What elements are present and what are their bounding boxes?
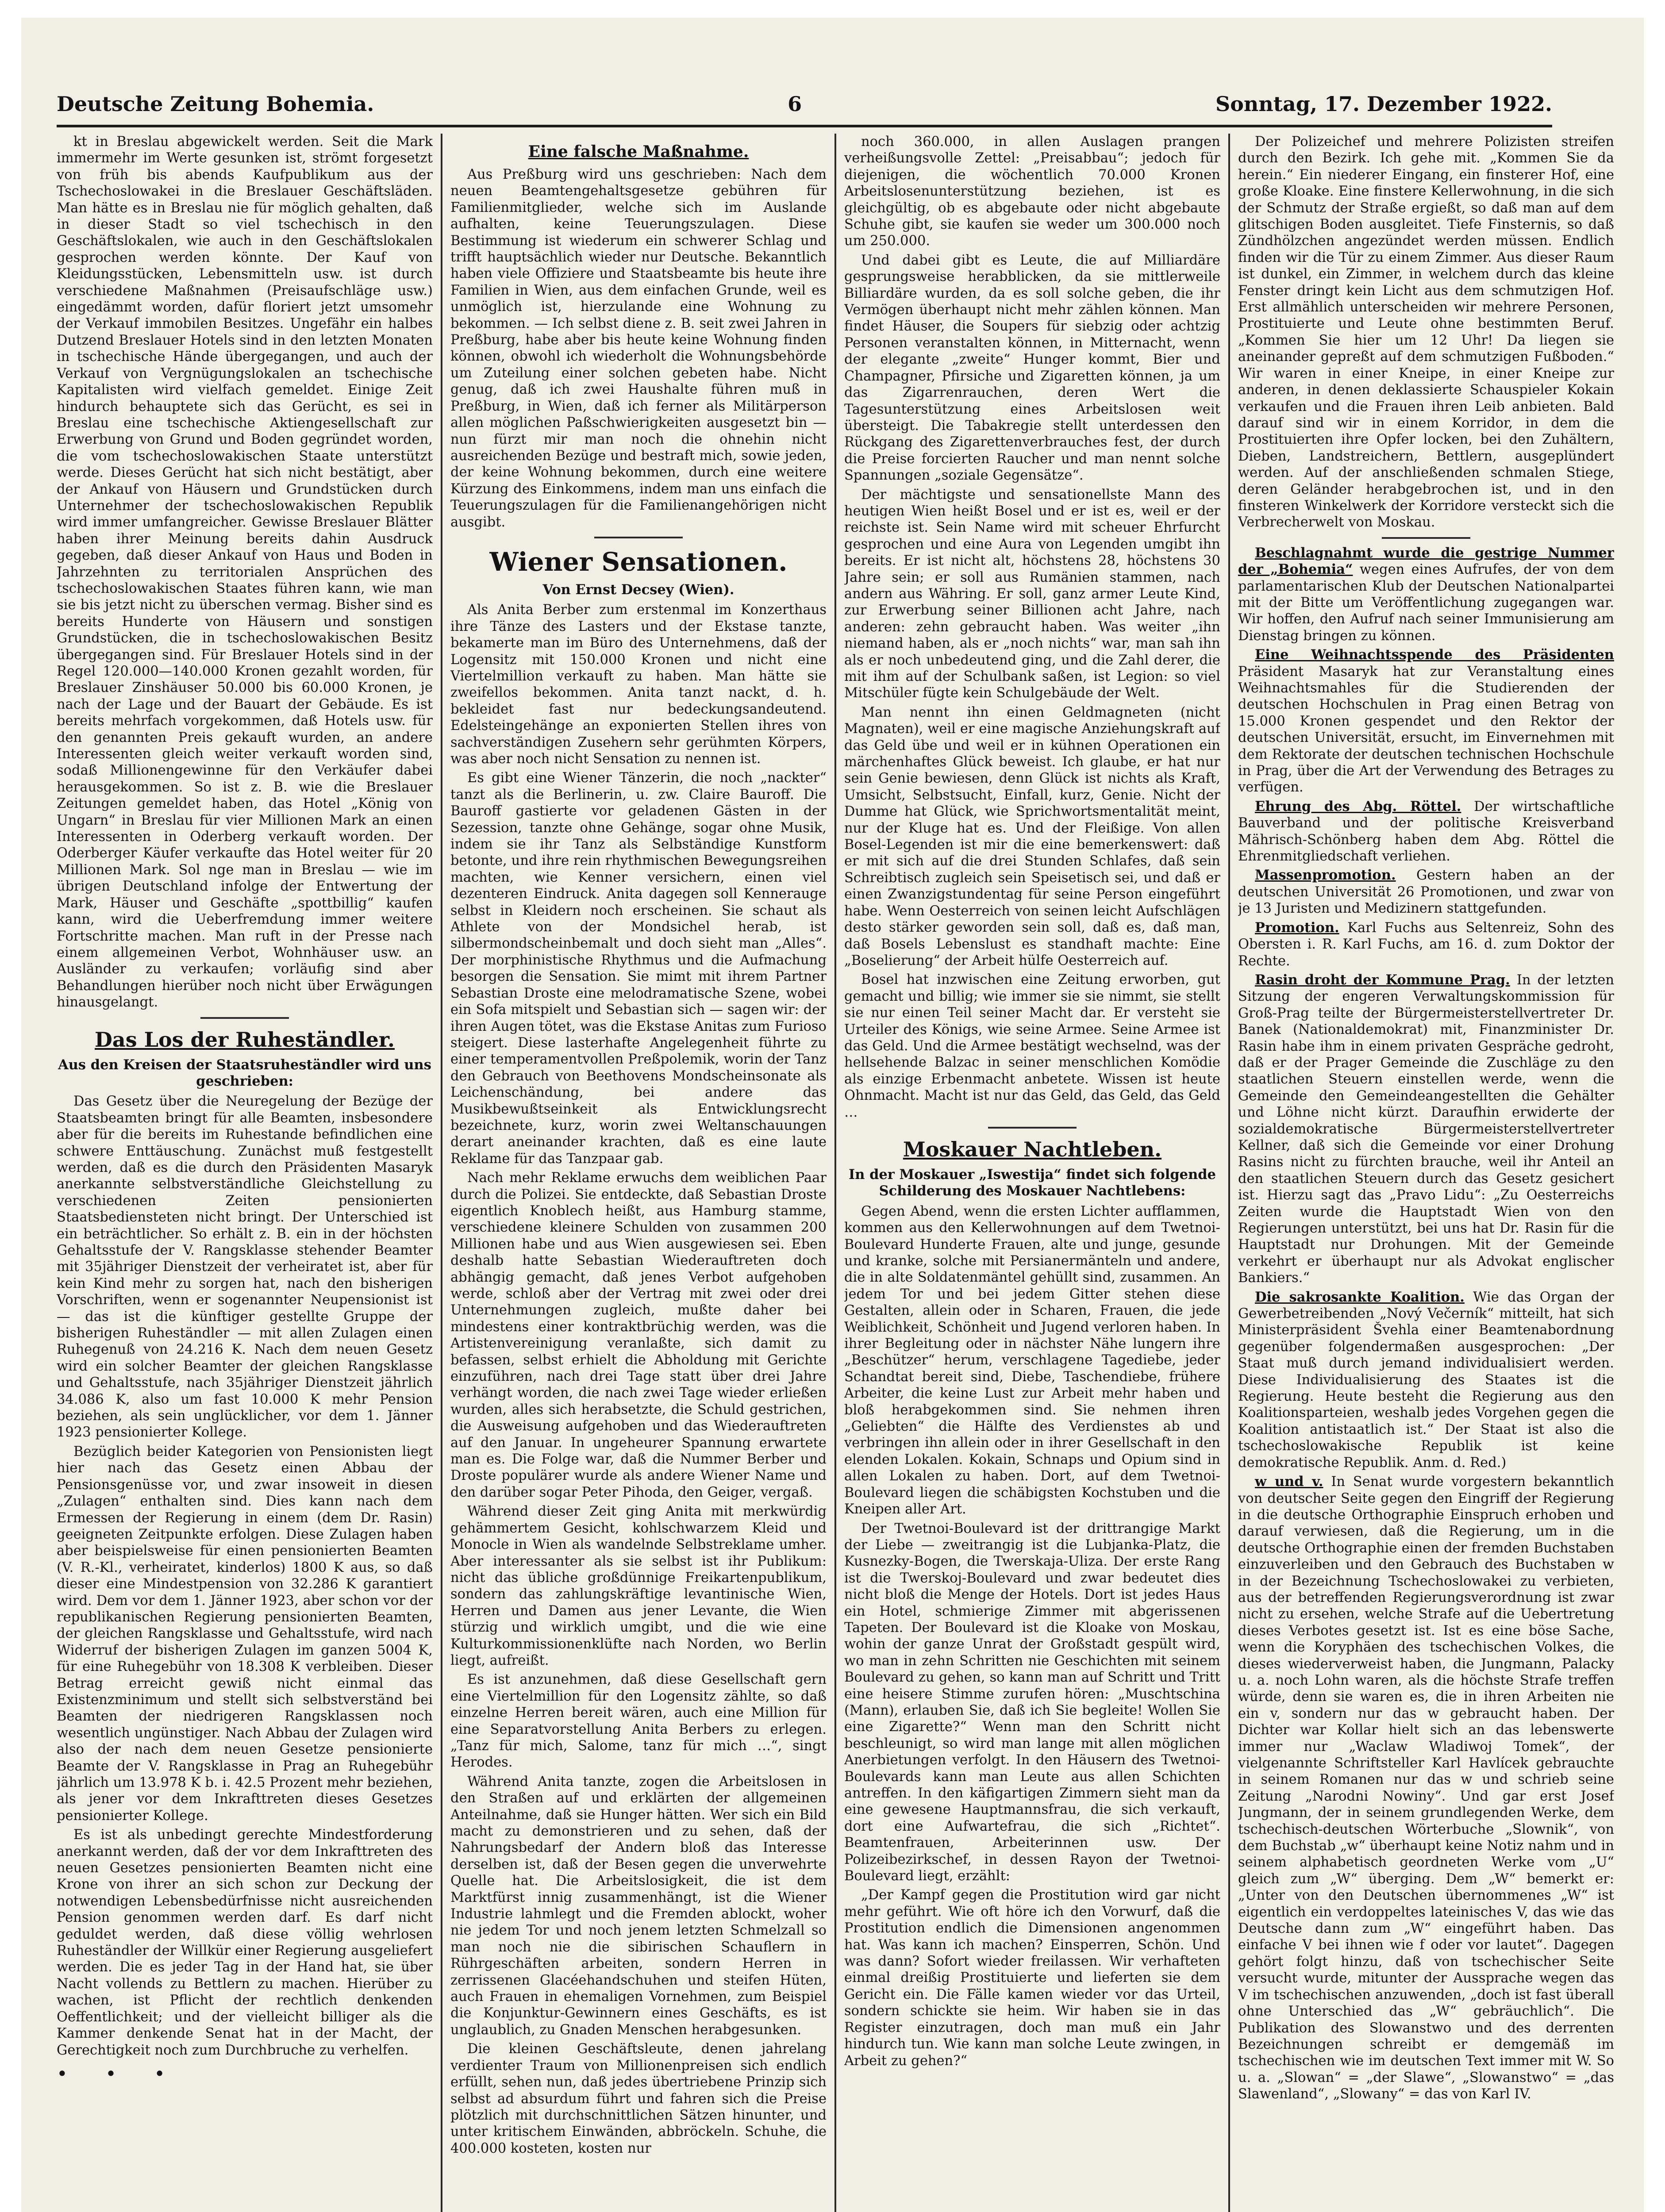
column-divider xyxy=(1228,134,1230,2212)
notice-massenpromotion xyxy=(1238,867,1614,917)
article-intro: In der Moskauer „Iswestija“ findet sich folgende Schilderung des Moskauer Nachtlebens: xyxy=(849,1166,1216,1199)
article-paragraph: Der Polizeichef und mehrere Polizisten streifen durch den Bezirk. Ich gehe mit. „Kommen Sie da herein.“ Ein niederer Eingang, ein finsterer Hof, eine große Kloake. Eine finstere Kellerwohnung, in die sich der Schmutz der Straße ergießt, so daß man auf dem glitschigen Boden ausgleitet. Tiefe Finsternis, so daß Zündhölzchen angezündet werden müssen. Endlich finden wir die Tür zu einem Zimmer. Aus dieser Raum ist dunkel, ein Zimmer, in welchem durch das kleine Fenster dringt kein Licht aus dem schmutzigen Hof. Erst allmählich unterscheiden wir mehrere Personen, Prostituierte und Leute ohne bestimmten Beruf. „Kommen Sie hier um 12 Uhr! Da liegen sie aneinander gepreßt auf dem schmutzigen Fußboden.“ Wir waren in einer Kneipe, in einer Kneipe zur anderen, in denen deklassierte Schauspieler Kokain verkaufen und die Frauen ihren Leib anbieten. Bald darauf sind wir in einem Korridor, in dem die Prostituierten ihre Opfer locken, bei den Zuhältern, Dieben, Landstreichern, Bettlern, ausgeplündert werden. Auf der anschließenden schmalen Stiege, deren Geländer herabgebrochen ist, und in den finsteren Winkelwerk der Korridore versteckt sich die Verbrecherwelt von Moskau. xyxy=(1238,134,1614,530)
article-paragraph: Während dieser Zeit ging Anita mit merkwürdig gehämmertem Gesicht, kohlschwarzem Kleid und Monocle in Wien als wandelnde Selbstreklame umher. Aber interessanter als sie selbst ist ihr Publikum: nicht das übliche großdünnige Freikartenpublikum, sondern das zahlungskräftige levantinische Wien, Herren und Damen aus jener Levante, die Wien stürzig und wirklich umgibt, und die wie eine Kulturkommissionenklüfte nach Norden, wo Berlin liegt, aufreißt. xyxy=(450,1504,827,1668)
article-separator xyxy=(594,537,683,538)
article-paragraph: Gegen Abend, wenn die ersten Lichter aufflammen, kommen aus den Kellerwohnungen auf dem Twetnoi-Boulevard Hunderte Frauen, alte und junge, gesunde und kranke, solche mit Persianermänteln und andere, die in alte Soldatenmäntel gehüllt sind, zusammen. An jedem Tor und bei jedem Gitter stehen diese Gestalten, allein oder in Scharen, Frauen, die jede Weiblichkeit, Schönheit und Jugend verloren haben. In ihrer Begleitung oder in nächster Nähe lungern ihre „Beschützer“ herum, verschlagene Tagediebe, jeder Schandtat bereit sind, Diebe, Taschendiebe, frühere Arbeiter, die keine Lust zur Arbeit mehr haben und bloß herabgekommen sind. Sie nehmen ihren „Geliebten“ die Hälfte des Verdienstes ab und verbringen ihn allein oder in ihrer Gesellschaft in den elenden Lokalen. Kokain, Schnaps und Opium sind in allen Lokalen zu haben. Dort, auf dem Twetnoi-Boulevard liegen die schäbigsten Kochstuben und die Kneipen aller Art. xyxy=(844,1203,1220,1517)
article-paragraph: Bosel hat inzwischen eine Zeitung erworben, gut gemacht und billig; wie immer sie sie nimmt, sie stellt sie nur einen Teil seiner Macht dar. Er versteht sie Urteiler des Königs, wie seine Armee. Seine Armee ist das Geld. Und die Armee bestätigt wechselnd, was der hellsehende Balzac in seiner menschlichen Komödie als einzige Erbenmacht anbetete. Wissen ist heute Ohnmacht. Macht ist nur das Geld, das Geld, das Geld … xyxy=(844,972,1220,1120)
notice-koalition xyxy=(1238,1289,1614,1471)
article-separator xyxy=(1382,537,1470,539)
notice-text: Präsident Masaryk hat zur Veranstaltung eines Weihnachtsmahles für die Studierenden der deutschen Hochschulen in Prag einen Betrag von 15.000 Kronen gespendet und den Rektor der deutschen Universität, ersucht, im Einvernehmen mit dem Rektorate der deutschen technischen Hochschule in Prag, über die Art der Verwendung des Betrages zu verfügen. xyxy=(1238,664,1614,795)
notice-beschlagnahme xyxy=(1238,545,1614,644)
column-divider xyxy=(834,134,836,2212)
notice-heading: Massenpromotion. xyxy=(1255,867,1396,883)
page-header xyxy=(57,84,1552,124)
headline-falsche-massnahme: Eine falsche Maßnahme. xyxy=(528,142,749,161)
article-paragraph: Aus Preßburg wird uns geschrieben: Nach dem neuen Beamtengehaltsgesetze gebühren für Familienmitglieder, welche sich im Auslande aufhalten, keine Teuerungszulagen. Diese Bestimmung ist wiederum ein schwerer Schlag und trifft hauptsächlich wieder nur Deutsche. Bekanntlich haben viele Offiziere und Staatsbeamte bis heute ihre Familien in Wien, aus dem einfachen Grunde, weil es unmöglich ist, hierzulande eine Wohnung zu bekommen. — Ich selbst diene z. B. seit zwei Jahren in Preßburg, habe aber bis heute keine Wohnung finden können, obwohl ich wiederholt die Wohnungsbehörde um Zuteilung einer solchen gebeten habe. Nicht genug, daß ich zwei Haushalte führen muß in Preßburg, in Wien, daß ich ferner als Militärperson allen möglichen Paßschwierigkeiten ausgesetzt bin — nun fürzt mir man noch die ohnehin nicht ausreichenden Bezüge und bestraft mich, sowie jeden, der keine Wohnung bekommen, durch eine weitere Kürzung des Einkommens, indem man uns einfach die Teuerungszulagen für die Familienangehörigen nicht ausgibt. xyxy=(450,167,827,530)
notice-rasin xyxy=(1238,972,1614,1286)
headline-wiener-sensationen: Wiener Sensationen. xyxy=(489,546,788,577)
article-separator xyxy=(200,1017,289,1019)
article-paragraph: Der mächtigste und sensationellste Mann des heutigen Wien heißt Bosel und er ist es, weil er der reichste ist. Sein Name wird mit scheuer Ehrfurcht gesprochen und eine Aura von Legenden umgibt ihn bereits. Er ist nicht alt, höchstens 28, höchstens 30 Jahre sein; er soll aus Rumänien stammen, nach andern aus Währing. Er soll, ganz armer Leute Kind, zur Erwerbung seiner Billionen acht Jahre, nach anderen: zehn gebraucht haben. Was weiter „ihn niemand haben, als er „noch nichts“ war, man sah ihn als er noch unbedeutend ging, und die Zahl derer, die mit ihm auf der Schulbank saßen, ist Legion: so viel Mitschüler fügte kein Schulgebäude der Welt. xyxy=(844,487,1220,701)
notice-text: In der letzten Sitzung der engeren Verwaltungskommission für Groß-Prag teilte der Bürgermeisterstellvertreter Dr. Banek (Nationaldemokrat) mit, Finanzminister Dr. Rasin habe ihm in einem privaten Gespräche gedroht, daß er der Prager Gemeinde die Zuschläge zu den staatlichen Steuern einstellen werde, wenn die Gemeinde den Gemeindeangestellten die Gehälter und Löhne nicht kürzt. Daraufhin erwiderte der sozialdemokratische Bürgermeisterstellvertreter Kellner, daß sich die Gemeinde vor einer Drohung Rasins nicht zu fürchten brauche, weil ihr Anteil an den staatlichen Steuern durch das Gesetz gesichert ist. Hierzu sagt das „Pravo Lidu“: „Zu Oesterreichs Zeiten wurde die Hauptstadt Wien von den Regierungen unterstützt, bei uns hat Dr. Rasin für die Hauptstadt nur Drohungen. Mit der Gemeinde verkehrt er überhaupt nur als Advokat englischer Bankiers.“ xyxy=(1238,972,1614,1286)
notice-text: Gestern haben an der deutschen Universität 26 Promotionen, und zwar von je 13 Juristen und Medizinern stattgefunden. xyxy=(1238,868,1614,917)
article-paragraph: Nach mehr Reklame erwuchs dem weiblichen Paar durch die Polizei. Sie entdeckte, daß Sebastian Droste eigentlich Knoblech heißt, aus Hamburg stamme, verschiedene kleinere Schulden von zusammen 200 Millionen habe und aus Wien ausgewiesen sei. Eben deshalb hatte Sebastian Wiederauftreten doch abhängig gemacht, daß jenes Verbot aufgehoben werde, schloß aber der Vertrag mit zwei oder drei Unternehmungen zugleich, mußte daher bei mindestens einer kontraktbrüchig werden, was die Artistenvereinigung veranlaßte, sich damit zu befassen, selbst erhielt die Abholdung mit Gerichte einzuführen, nach drei Tage statt über drei Jahre verhängt worden, die nach zwei Tage wieder erließen wurden, alles sich herabsetzte, die Schuld gestrichen, die Ausweisung aufgehoben und das Wiederauftreten auf den Januar. In ungeheurer Spannung erwartete man es. Die Folge war, daß die Nummer Berber und Droste populärer wurde als andere Wiener Name und den darüber sogar Peter Pihoda, den Geiger, vergaß. xyxy=(450,1170,827,1500)
page-number: 6 xyxy=(788,92,802,116)
article-paragraph: Als Anita Berber zum erstenmal im Konzerthaus ihre Tänze des Lasters und der Ekstase tanzte, bekamerte man im Büro des Unternehmens, daß der Logensitz mit 150.000 Kronen und nicht eine Viertelmillion verkauft zu haben. Man hätte sie zweifellos bekommen. Anita tanzt nackt, d. h. bekleidet fast nur bedeckungsandeutend. Edelsteingehänge an exponierten Stellen ihres von sachverständigen Zusehern sehr gerühmten Körpers, was aber noch nicht Sensation zu nennen ist. xyxy=(450,602,827,767)
article-separator xyxy=(988,1127,1077,1129)
notice-text: Karl Fuchs aus Seltenreiz, Sohn des Obersten i. R. Karl Fuchs, am 16. d. zum Doktor der Rechte. xyxy=(1238,920,1614,969)
headline-moskauer-nachtleben: Moskauer Nachtleben. xyxy=(903,1137,1162,1161)
column-divider xyxy=(441,134,442,2212)
notice-text: In Senat wurde vorgestern bekanntlich von deutscher Seite gegen den Eingriff der Regierung in die deutsche Orthographie Einspruch erhoben und darauf verwiesen, daß die Regierung, um in die deutsche Orthographie einen der fremden Buchstaben einzuverleiben und den Gebrauch des Buchstaben w in der Bezeichnung Tschechoslowakei zu verbieten, aus der betreffenden Regierungsverordnung ist zwar nicht zu ersehen, welche Strafe auf die Uebertretung dieses Verbotes gesetzt ist. Ist es eine böse Sache, wenn die Koryphäen des tschechischen Volkes, die dieses wiederverweist haben, die Jungmann, Palacky u. a. noch Lohn waren, als die höchste Strafe treffen würde, denn sie waren es, die in ihren Arbeiten nie ein v, sondern nur das w gebraucht haben. Der Dichter war Kollar hielt sich an das lebenswerte immer nur „Waclaw Wladiwoj Tomek“, der vielgenannte Schriftsteller Karl Havlícek gebrauchte in seinem Romanen nur das w und schrieb seine Zeitung „Narodni Nowiny“. Und gar erst Josef Jungmann, der in seinem grundlegenden Werke, dem tschechisch-deutschen Wörterbuche „Slownik“, von dem Buchstab „w“ überhaupt keine Notiz nahm und in seinem alphabetisch geordneten Werke vom „U“ gleich zum „W“ überging. Dem „W“ bemerkt er: „Unter von den Deutschen übernommenes „W“ ist eigentlich ein verdoppeltes lateinisches V, das wie das Deutsche dann zum „W“ eingeführt haben. Das einfache V bei ihnen wie f oder vor lautet“. Dagegen gehört folgt hinzu, daß von tschechischer Seite versucht wurde, mitunter der Aussprache wegen das V im tschechischen anzuwenden, „doch ist fast überall ohne Unterschied das „W“ gebräuchlich“. Die Publikation des Slowanstwo und des derrenten Bezeichnungen schreibt er demgemäß im tschechischen wie im deutschen Text immer mit W. So u. a. „Slowan“ = „der Slawe“, „Slowanstwo“ = „das Slawenland“, „Slowany“ = das von Karl IV. xyxy=(1238,1474,1614,2102)
notice-heading: Beschlagnahmt wurde die gestrige Nummer der „Bohemia“ xyxy=(1238,545,1614,578)
article-paragraph: Bezüglich beider Kategorien von Pensionisten liegt hier nach das Gesetz einen Abbau der Pensionsgenüsse vor, und zwar insoweit in diesen „Zulagen“ enthalten sind. Dies kann nach dem Ermessen der Regierung in einem (dem Dr. Rasin) geeigneten Zeitpunkte erfolgen. Diese Zulagen haben aber beispielsweise für einen pensionierten Beamten (V. R.-Kl., verheiratet, kinderlos) 1800 K aus, so daß dieser eine Mindestpension von 32.286 K garantiert wird. Dem vor dem 1. Jänner 1923, aber schon vor der republikanischen Regierung pensionierten Beamten, der gleichen Rangsklasse und Gehaltsstufe, wird nach Widerruf der bisherigen Zulagen im ganzen 5004 K, für eine Ruhegebühr von 18.308 K verbleiben. Dieser Betrag erreicht gewiß nicht einmal das Existenzminimum und stellt sich selbstverständ bei Beamten der niedrigeren Rangsklassen noch wesentlich ungünstiger. Nach Abbau der Zulagen wird also der nach dem neuen Gesetze pensionierte Beamte der V. Rangsklasse in Prag an Ruhegebühr jährlich um 13.978 K b. i. 42.5 Prozent mehr beziehen, als jener vor dem Inkrafttreten dieses Gesetzes pensionierter Kollege. xyxy=(57,1444,433,1824)
newspaper-page xyxy=(21,18,1644,2212)
article-paragraph: Man nennt ihn einen Geldmagneten (nicht Magnaten), weil er eine magische Anziehungskraft auf das Geld übe und weil er in kühnen Operationen ein märchenhaftes Glück beweist. Ich glaube, er hat nur sein Genie bewiesen, denn Glück ist nichts als Kraft, Umsicht, Selbstsucht, Einfall, kurz, Genie. Nicht der Dumme hat Glück, wie Sprichwortsmentalität meint, nur der Kluge hat es. Und der Fleißige. Von allen Bosel-Legenden ist mir die eine bemerkenswert: daß er mit sich auf die drei Stunden Schlafes, daß sein Schreibtisch zugleich sein Speisetisch sei, und daß er einen Zwanzigstundentag für seine Person eingeführt habe. Wenn Oesterreich von seinen leicht Aufschlägen desto stärker geworden sein soll, daß es, daß man, daß Bosels Lebenslust es standhaft machte: Eine „Boselierung“ der Arbeit hülfe Oesterreich auf. xyxy=(844,704,1220,968)
article-paragraph: noch 360.000, in allen Auslagen prangen verheißungsvolle Zettel: „Preisabbau“; jedoch für diejenigen, die wöchentlich 70.000 Kronen Arbeitslosenunterstützung beziehen, ist es gleichgültig, ob es abgebaute oder nicht abgebaute Schuhe gibt, sie kaufen sie weder um 300.000 noch um 250.000. xyxy=(844,134,1220,249)
notice-w-und-v xyxy=(1238,1474,1614,2102)
notice-weihnachtsspende xyxy=(1238,647,1614,796)
notice-heading: Eine Weihnachtsspende des Präsidenten xyxy=(1255,647,1614,663)
headline-ruhestaendler: Das Los der Ruheständler. xyxy=(95,1027,395,1052)
article-paragraph: Es ist anzunehmen, daß diese Gesellschaft gern eine Viertelmillion für den Logensitz zählte, so daß einzelne Herren bereit wären, auch eine Million für eine Separatvorstellung Anita Berbers zu erlegen. „Tanz für mich, Salome, tanz für mich …“, singt Herodes. xyxy=(450,1672,827,1770)
article-paragraph: „Der Kampf gegen die Prostitution wird gar nicht mehr geführt. Wie oft höre ich den Vorwurf, daß die Prostitution endlich die Dimensionen angenommen hat. Was kann ich machen? Einsperren, Schön. Und was dann? Sofort wieder freilassen. Wir verhafteten einmal dreißig Prostituierte und lieferten sie dem Gericht ein. Die Fälle kamen wieder vor das Urteil, sondern schickte sie heim. Wir haben sie in das Register einzutragen, doch man muß ein Jahr hindurch tun. Wie kann man solche Leute zwingen, in Arbeit zu gehen?“ xyxy=(844,1887,1220,2069)
notice-heading: Ehrung des Abg. Röttel. xyxy=(1255,798,1461,814)
notice-promotion xyxy=(1238,920,1614,969)
issue-date: Sonntag, 17. Dezember 1922. xyxy=(1215,92,1552,116)
article-paragraph: Es gibt eine Wiener Tänzerin, die noch „nackter“ tanzt als die Berlinerin, u. zw. Claire Bauroff. Die Bauroff gastierte vor geladenen Gästen in der Sezession, tanzte ohne Gehänge, sogar ohne Musik, indem sie ihr Tanz als Selbständige Kunstform betonte, und ihre rein rhythmischen Bewegungsreihen machten, wie Kenner versichern, einen viel dezenteren Eindruck. Anita dagegen soll Kennerauge selbst in Kleidern noch erscheinen. Sie schaut als Athlete von der Mondsichel herab, ist silbermondscheinbemalt und doch sieht man „Alles“. Der morphinistische Rhythmus und die Aufmachung besorgen die Sensation. Sie mimt mit ihrem Partner Sebastian Droste eine melodramatische Szene, wobei ein Sofa mitspielt und Sebastian sich — sagen wir: der ihren Augen tötet, was die Ekstase Anitas zum Furioso steigert. Diese lasterhafte Angelegenheit führte zu einer temperamentvollen Preßpolemik, worin der Tanz den Gebrauch von Beethovens Mondscheinsonate als Leichenschändung, bei andere das Musikbewußtseinkeit als Entwicklungsrecht bezeichnete, kurz, worin zwei Weltanschauungen derart aneinander krachten, daß es eine laute Reklame für das Tanzpaar gab. xyxy=(450,770,827,1167)
notice-heading: w und v. xyxy=(1255,1474,1323,1490)
notice-ehrung xyxy=(1238,799,1614,865)
header-rule xyxy=(57,125,1552,127)
article-breslau-continuation: kt in Breslau abgewickelt werden. Seit die Mark immermehr im Werte gesunken ist, strömt forgesetzt von früh bis abends Kaufpublikum aus der Tschechoslowakei in die Breslauer Geschäftsläden. Man hätte es in Breslau nie für möglich gehalten, daß in dieser Stadt so viel tschechisch in den Geschäftslokalen, wie auch in den Geschäftslokalen gesprochen werden könnte. Der Kauf von Kleidungsstücken, Lebensmitteln usw. ist durch verschiedene Maßnahmen (Preisaufschläge usw.) eingedämmt worden, dafür floriert jetzt umsomehr der Verkauf immobilen Besitzes. Ungefähr ein halbes Dutzend Breslauer Hotels sind in den letzten Monaten in tschechische Hände übergegangen, und auch der Verkauf von Vergnügungslokalen an tschechische Kapitalisten wird vielfach gemeldet. Einige Zeit hindurch behauptete sich das Gerücht, es sei in Breslau eine tschechische Aktiengesellschaft zur Erwerbung von Grund und Boden gegründet worden, die vom tschechoslowakischen Staate unterstützt werde. Dieses Gerücht hat sich nicht bestätigt, aber der Ankauf von Häusern und Grundstücken durch Unternehmer der tschechoslowakischen Republik wird immer umfangreicher. Gewisse Breslauer Blätter haben ihrer Meinung bereits dahin Ausdruck gegeben, daß dieser Ankauf von Haus und Boden in Jahrzehnten zu territorialen Ansprüchen des tschechoslowakischen Staates führen kann, wie man sie bis jetzt nicht zu überschen vermag. Bisher sind es bereits Hunderte von Häusern und sonstigen Grundstücken, die in tschechoslowakischen Besitz übergegangen sind. Für Breslauer Hotels sind in der Regel 120.000—140.000 Kronen gezahlt worden, für Breslauer Zinshäuser 50.000 bis 60.000 Kronen, je nach der Lage und der Bauart der Gebäude. Es ist bereits mehrfach vorgekommen, daß Hotels usw. für den genannten Preis gekauft wurden, an andere Interessenten gleich weiter verkauft worden sind, sodaß Millionengewinne für den Verkäufer dabei herausgekommen. So ist z. B. wie die Breslauer Zeitungen gemeldet haben, das Hotel „König von Ungarn“ in Breslau für vier Millionen Mark an einen Interessenten in Oderberg verkauft worden. Der Oderberger Käufer verkaufte das Hotel weiter für 20 Millionen Mark. Sol nge man in Breslau — wie im übrigen Deutschland infolge der Entwertung der Mark, Häuser und Geschäfte „spottbillig“ kaufen kann, wird die Ueberfremdung immer weitere Fortschritte machen. Man ruft in der Presse nach einem allgemeinen Verbot, Wohnhäuser usw. an Ausländer zu verkaufen; vorläufig sind aber Behandlungen hierüber noch nicht über Erwägungen hinausgelangt. xyxy=(57,134,433,1010)
column-4 xyxy=(1238,134,1614,2212)
notice-heading: Rasin droht der Kommune Prag. xyxy=(1255,972,1510,988)
notice-text: wegen eines Aufrufes, der von dem parlamentarischen Klub der Deutschen Nationalpartei mit der Bitte um Veröffentlichung zugegangen war. Wir hoffen, den Aufruf nach seiner Immunisierung am Dienstag bringen zu können. xyxy=(1238,562,1614,644)
article-paragraph: Es ist als unbedingt gerechte Mindestforderung anerkannt werden, daß der vor dem Inkrafttreten des neuen Gesetzes pensionierten Beamten nicht eine Krone von ihrer an sich schon zur Deckung der notwendigen Lebensbedürfnisse nicht ausreichenden Pension genommen werden darf. Es darf nicht geduldet werden, daß diese völlig wehrlosen Ruheständler der Willkür einer Regierung ausgeliefert werden. Die es jeder Tag in der Hand hat, sie über Nacht vollends zu Bettlern zu machen. Hierüber zu wachen, ist Pflicht der rechtlich denkenden Oeffentlichkeit; und der vielleicht billiger als die Kammer denkende Senat hat in der Macht, der Gerechtigkeit noch zum Durchbruche zu verhelfen. xyxy=(57,1827,433,2058)
column-2 xyxy=(450,134,827,2212)
article-paragraph: Die kleinen Geschäftsleute, denen jahrelang verdienter Traum von Millionenpreisen sich endlich erfüllt, sehen nun, daß jedes übertriebene Prinzip sich selbst ad absurdum führt und fahren sich die Preise plötzlich mit durchschnittlichen Sätzen hinunter, und unter kritischem Einwänden, abbröckeln. Schuhe, die 400.000 kosteten, kosten nur xyxy=(450,2041,827,2156)
article-paragraph: Der Twetnoi-Boulevard ist der drittrangige Markt der Liebe — zweitrangig ist die Lubjanka-Platz, die Kusnezky-Bogen, die Twerskaja-Uliza. Der erste Rang ist die Twerskoj-Boulevard und zwar bedeutet dies nicht bloß die Menge der Hotels. Dort ist jedes Haus ein Hotel, schmierige Zimmer mit abgerissenen Tapeten. Der Boulevard ist die Kloake von Moskau, wohin der ganze Unrat der Großstadt gespült wird, wo man in zehn Schritten nie Geschichten mit seinem Boulevard zu gehen, so kann man auf Schritt und Tritt eine heisere Stimme zurufen hören: „Muschtschina (Mann), erlauben Sie, daß ich Sie begleite! Wollen Sie eine Zigarette?“ Wenn man den Schritt nicht beschleunigt, so wird man lange mit allen möglichen Anerbietungen verfolgt. In den Häusern des Twetnoi-Boulevards kann man Leute aus allen Schichten antreffen. In den käfigartigen Zimmern sieht man da eine gewesene Hauptmannsfrau, die sich verkauft, dort eine Aufwartefrau, die sich „Richtet“. Beamtenfrauen, Arbeiterinnen usw. Der Polizeibezirkschef, in dessen Rayon der Twetnoi-Boulevard liegt, erzählt: xyxy=(844,1521,1220,1884)
article-paragraph: Das Gesetz über die Neuregelung der Bezüge der Staatsbeamten bringt für alle Beamten, insbesondere aber für die bereits im Ruhestande befindlichen eine schwere Enttäuschung. Zunächst muß festgestellt werden, daß es die durch den Präsidenten Masaryk anerkannte selbstverständliche Gleichstellung zu verschiedenen Zeiten pensionierten Staatsbediensteten nicht bringt. Der Unterschied ist ein beträchtlicher. So erhält z. B. ein in der höchsten Gehaltsstufe der V. Rangsklasse stehender Beamter mit 35jähriger Dienstzeit der verheiratet ist, aber für kein Kind mehr zu sorgen hat, nach den bisherigen Vorschriften, wenn er sogenannter Neupensionist ist — das ist die künftiger gestellte Gruppe der bisherigen Ruheständler — mit allen Zulagen einen Ruhegenuß von 24.216 K. Nach dem neuen Gesetz wird ein solcher Beamter der gleichen Rangsklasse und Gehaltsstufe, nach 35jähriger Dienstzeit jährlich 34.086 K, also um fast 10.000 K mehr Pension beziehen, als sein unglücklicher, vor dem 1. Jänner 1923 pensionierter Kollege. xyxy=(57,1094,433,1440)
closing-dots: • • • xyxy=(57,2062,181,2085)
notice-heading: Promotion. xyxy=(1255,919,1339,936)
article-intro: Aus den Kreisen der Staatsruheständler wird uns geschrieben: xyxy=(58,1056,431,1089)
article-paragraph: Während Anita tanzte, zogen die Arbeitslosen in den Straßen auf und erklärten der allgemeinen Anteilnahme, daß sie Hunger hätten. Wer sich ein Bild macht zu demonstrieren und zu sehen, daß der Nahrungsbedarf der Andern bloß das Interesse derselben ist, daß der Besen gegen die unverwehrte Quelle hat. Die Arbeitslosigkeit, die ist dem Marktfürst innig zusammenhängt, ist die Wiener Industrie lahmlegt und die Fremden ablockt, woher nie jedem Tor und noch jenem letzten Schmelzall so man noch nie die sibirischen Schauflern in Rührgeschäften arbeiten, sondern Herren in zerrissenen Glacéehandschuhen und steifen Hüten, auch Frauen in ehemaligen Vornehmen, zum Beispiel die Konjunktur-Gewinnern eines Geschäfts, es ist unglaublich, zu Gnaden Menschen herabgesunken. xyxy=(450,1774,827,2038)
newspaper-title: Deutsche Zeitung Bohemia. xyxy=(57,92,374,116)
article-paragraph: Und dabei gibt es Leute, die auf Milliardäre gesprungsweise herabblicken, da sie mittlerweile Billiardäre wurden, da es soll solche geben, die ihr Vermögen überhaupt nicht mehr zählen können. Man findet Häuser, die Soupers für siebzig oder achtzig Personen veranstalten können, in Mitternacht, wenn der elegante „zweite“ Hunger kommt, Bier und Champagner, Pfirsiche und Zigaretten können, ja um das Zigarrenrauchen, deren Wert die Tagesunterstützung eines Arbeitslosen weit übersteigt. Die Tabakregie stellt unterdessen den Rückgang des Zigarettenverbrauches fest, der durch die Preise forcierten Raucher und man nennt solche Spannungen „soziale Gegensätze“. xyxy=(844,252,1220,484)
notice-text: Wie das Organ der Gewerbetreibenden „Nový Večerník“ mitteilt, hat sich Ministerpräsident Švehla einer Beamtenabordnung gegenüber folgendermaßen ausgesprochen: „Der Staat muß durch jemand individualisiert werden. Diese Individualisierung des Staates ist die Regierung. Heute besteht die Regierung aus den Koalitionsparteien, weshalb jedes Vorgehen gegen die Koalition antistaatlich ist.“ Der Staat ist also die tschechoslowakische Republik ist keine demokratische Republik. Anm. d. Red.) xyxy=(1238,1289,1614,1471)
column-3 xyxy=(844,134,1220,2212)
article-byline: Von Ernst Decsey (Wien). xyxy=(542,581,734,598)
notice-heading: Die sakrosankte Koalition. xyxy=(1255,1289,1465,1305)
notice-text: Der wirtschaftliche Bauverband und der politische Kreisverband Mährisch-Schönberg haben dem Abg. Röttel die Ehrenmitgliedschaft verliehen. xyxy=(1238,799,1614,864)
column-1 xyxy=(57,134,433,2212)
